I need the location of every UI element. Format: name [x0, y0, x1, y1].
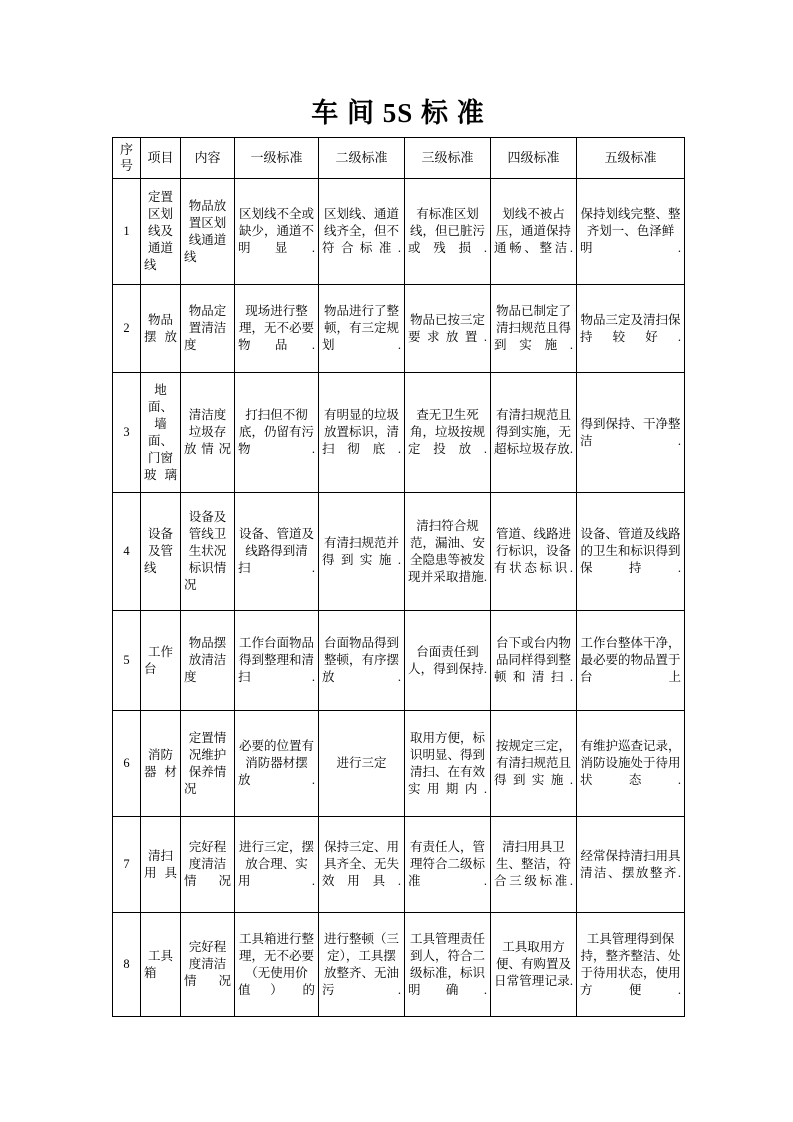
cell-level-2: 有明显的垃圾放置标识，清扫彻底. — [319, 373, 405, 493]
cell-level-4: 划线不被占压，通道保持通畅、整洁. — [491, 179, 577, 285]
table-header-row — [113, 138, 685, 179]
cell-no: 3 — [113, 373, 141, 493]
cell-no: 7 — [113, 817, 141, 913]
page-title: 车 间 5S 标 准 — [311, 98, 485, 128]
cell-level-2: 进行三定 — [319, 711, 405, 817]
cell-level-5: 设备、管道及线路的卫生和标识得到保持. — [577, 493, 685, 611]
cell-level-5: 有维护巡查记录，消防设施处于待用状态. — [577, 711, 685, 817]
table-row — [113, 373, 685, 493]
cell-level-3: 有责任人，管理符合二级标准. — [405, 817, 491, 913]
cell-level-3: 清扫符合规范，漏油、安全隐患等被发现并采取措施. — [405, 493, 491, 611]
cell-content: 设备及管线卫生状况标识情况 — [181, 493, 235, 611]
cell-level-3: 取用方便，标识明显、得到清扫、在有效实用期内. — [405, 711, 491, 817]
cell-no: 1 — [113, 179, 141, 285]
cell-content: 物品定置清洁度 — [181, 285, 235, 373]
cell-level-4: 物品已制定了清扫规范且得到实施. — [491, 285, 577, 373]
cell-level-5: 物品三定及清扫保持较好. — [577, 285, 685, 373]
cell-no: 6 — [113, 711, 141, 817]
cell-level-1: 工具箱进行整理，无不必要（无使用价值）的 — [235, 913, 319, 1017]
cell-item: 工具箱 — [141, 913, 181, 1017]
column-header-level-3: 三级标准 — [405, 138, 491, 179]
cell-no: 8 — [113, 913, 141, 1017]
cell-item: 消防器材 — [141, 711, 181, 817]
cell-level-4: 按规定三定，有清扫规范且得到实施. — [491, 711, 577, 817]
table-body — [113, 179, 685, 1017]
cell-item: 设备及管线 — [141, 493, 181, 611]
cell-level-5: 保持划线完整、整齐划一、色泽鲜明. — [577, 179, 685, 285]
cell-level-4: 清扫用具卫生、整洁，符合三级标准. — [491, 817, 577, 913]
table-row — [113, 817, 685, 913]
cell-level-3: 工具管理责任到人，符合二级标准，标识明确. — [405, 913, 491, 1017]
cell-content: 完好程度清洁情况 — [181, 817, 235, 913]
cell-level-2: 进行整顿（三定），工具摆放整齐、无油污. — [319, 913, 405, 1017]
column-header-level-4: 四级标准 — [491, 138, 577, 179]
cell-item: 定置区划线及通道线 — [141, 179, 181, 285]
cell-level-5: 工具管理得到保持，整齐整洁、处于待用状态，使用方便. — [577, 913, 685, 1017]
cell-level-5: 得到保持、干净整洁. — [577, 373, 685, 493]
table-row — [113, 711, 685, 817]
column-header-level-1: 一级标准 — [235, 138, 319, 179]
cell-item: 地面、墙面、门窗玻璃 — [141, 373, 181, 493]
cell-level-1: 现场进行整理，无不必要物品. — [235, 285, 319, 373]
cell-no: 2 — [113, 285, 141, 373]
cell-level-4: 有清扫规范且得到实施，无超标垃圾存放. — [491, 373, 577, 493]
cell-content: 物品摆放清洁度 — [181, 611, 235, 711]
column-header-content: 内容 — [181, 138, 235, 179]
cell-level-1: 打扫但不彻底，仍留有污物. — [235, 373, 319, 493]
cell-level-2: 有清扫规范并得到实施. — [319, 493, 405, 611]
cell-content: 清洁度垃圾存放情况 — [181, 373, 235, 493]
cell-level-1: 设备、管道及线路得到清扫. — [235, 493, 319, 611]
cell-level-2: 区划线、通道线齐全，但不符合标准. — [319, 179, 405, 285]
cell-level-1: 进行三定，摆放合理、实用. — [235, 817, 319, 913]
cell-level-2: 保持三定、用具齐全、无失效用具. — [319, 817, 405, 913]
cell-content: 完好程度清洁情况 — [181, 913, 235, 1017]
cell-item: 清扫用具 — [141, 817, 181, 913]
cell-level-1: 必要的位置有消防器材摆放. — [235, 711, 319, 817]
cell-level-4: 管道、线路进行标识，设备有状态标识. — [491, 493, 577, 611]
workshop-5s-standard-table — [112, 137, 685, 1017]
cell-content: 定置情况维护保养情况 — [181, 711, 235, 817]
cell-level-3: 有标准区划线，但已脏污或残损. — [405, 179, 491, 285]
table-row — [113, 611, 685, 711]
cell-level-5: 经常保持清扫用具清洁、摆放整齐. — [577, 817, 685, 913]
table-header — [113, 138, 685, 179]
cell-level-1: 区划线不全或缺少，通道不明显. — [235, 179, 319, 285]
cell-level-2: 物品进行了整顿，有三定规划. — [319, 285, 405, 373]
column-header-no: 序号 — [113, 138, 141, 179]
cell-level-5: 工作台整体干净，最必要的物品置于台上 — [577, 611, 685, 711]
column-header-level-5: 五级标准 — [577, 138, 685, 179]
cell-level-1: 工作台面物品得到整理和清扫. — [235, 611, 319, 711]
cell-level-3: 台面责任到人，得到保持. — [405, 611, 491, 711]
cell-level-4: 台下或台内物品同样得到整顿和清扫. — [491, 611, 577, 711]
cell-content: 物品放置区划线通道线 — [181, 179, 235, 285]
table-row — [113, 179, 685, 285]
cell-no: 4 — [113, 493, 141, 611]
cell-level-3: 查无卫生死角，垃圾按规定投放. — [405, 373, 491, 493]
cell-no: 5 — [113, 611, 141, 711]
cell-level-3: 物品已按三定要求放置. — [405, 285, 491, 373]
cell-level-2: 台面物品得到整顿，有序摆放. — [319, 611, 405, 711]
column-header-item: 项目 — [141, 138, 181, 179]
cell-item: 工作台 — [141, 611, 181, 711]
cell-level-4: 工具取用方便、有购置及日常管理记录. — [491, 913, 577, 1017]
table-row — [113, 285, 685, 373]
column-header-level-2: 二级标准 — [319, 138, 405, 179]
cell-item: 物品摆放 — [141, 285, 181, 373]
table-row — [113, 913, 685, 1017]
table-row — [113, 493, 685, 611]
